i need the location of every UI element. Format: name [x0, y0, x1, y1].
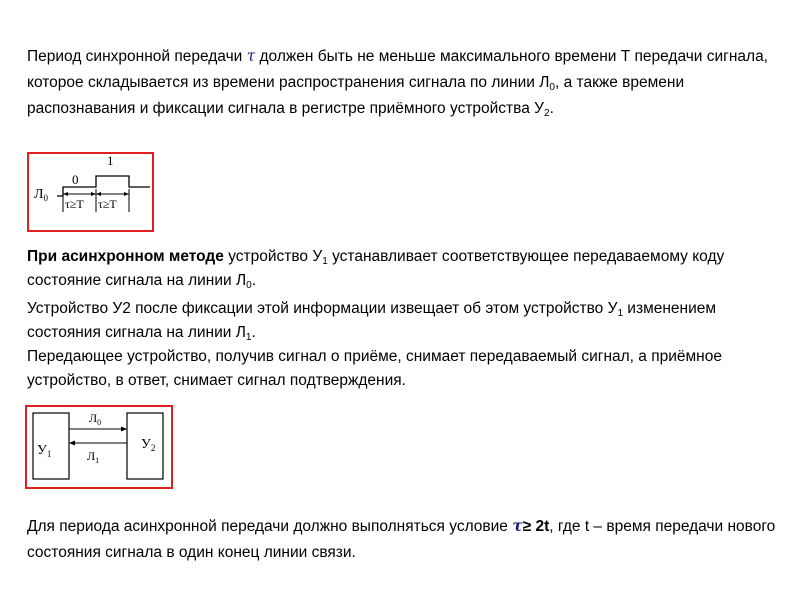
arrow-left-1 — [63, 192, 68, 196]
paragraph-device2-ack: Устройство У2 после фиксации этой информации извещает об этом устройство $У_1$ изменением состояния сигнала на линии $Л_1$. — [27, 300, 717, 343]
arrowhead-to-u1 — [69, 441, 75, 446]
signal-waveform — [57, 176, 150, 196]
line-l1-label: $Л_1$ — [87, 449, 100, 465]
async-devices-diagram — [25, 405, 173, 489]
sync-timing-svg — [29, 154, 152, 230]
async-devices-svg — [27, 407, 171, 487]
line-l0-label: $Л_0$ — [89, 411, 102, 427]
device-u1-label: $У_1$ — [37, 443, 52, 459]
paragraph-sync-period: Период синхронной передачи τ должен быть не меньше максимального времени Т передачи сигнала, которое складывается из времени распространения сигнала по линии $Л_0$, а также времени распознавания и фиксации сигнала в регистре приёмного устройства $У_2$. — [27, 47, 768, 119]
arrowhead-to-u2 — [121, 427, 127, 432]
tau-symbol: τ — [246, 47, 256, 65]
line-label: $Л_0$ — [34, 187, 48, 203]
device-u2-label: $У_2$ — [141, 437, 156, 453]
arrow-left-2 — [96, 192, 101, 196]
interval-label-2: τ≥T — [98, 197, 117, 211]
paragraph-async-method: При асинхронном методе устройство $У_1$ устанавливает соответствующее передаваемому коду состояние сигнала на линии $Л_0$. — [27, 248, 725, 291]
arrow-right-1 — [91, 192, 96, 196]
paragraph-async-condition: Для периода асинхронной передачи должно выполняться условие τ≥ 2t, где t – время передачи нового состояния сигнала в один конец линии связи. — [27, 516, 776, 561]
sync-timing-diagram — [27, 152, 154, 232]
condition-formula: ≥ 2t — [522, 518, 550, 535]
paragraph-handshake-release: Передающее устройство, получив сигнал о приёме, снимает передаваемый сигнал, а приёмное устройство, в ответ, снимает сигнал подтверждения. — [27, 348, 722, 389]
bit-zero-label: 0 — [72, 172, 79, 187]
arrow-right-2 — [124, 192, 129, 196]
tau-symbol: τ — [512, 516, 523, 535]
interval-label-1: τ≥T — [65, 197, 84, 211]
bit-one-label: 1 — [107, 154, 114, 168]
